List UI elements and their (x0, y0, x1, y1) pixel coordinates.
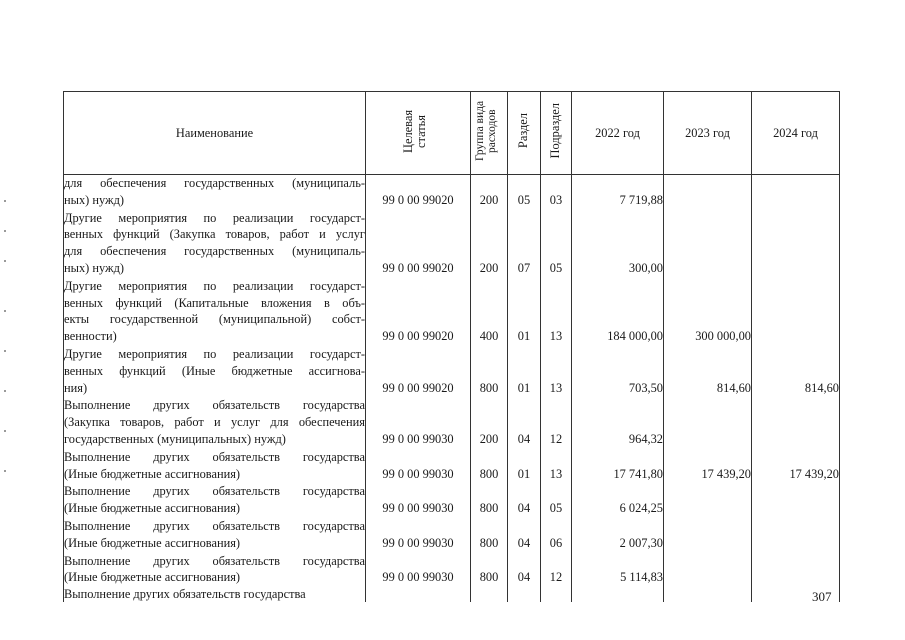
row-name-line: Выполнение других обязательств государства (64, 518, 365, 533)
row-name-line: Выполнение других обязательств государства (64, 449, 365, 464)
row-name-cell (64, 346, 366, 397)
cell-amount-2024 (752, 175, 840, 210)
row-name-line: ных) нужд) (64, 192, 125, 207)
cell-amount-2024 (752, 278, 840, 346)
cell-target-article: 99 0 00 99020 (366, 175, 471, 210)
cell-amount-2023 (664, 175, 752, 210)
row-name-line: Другие мероприятия по реализации государст- (64, 210, 365, 225)
cell-expense-group: 800 (471, 553, 508, 588)
row-name-cell (64, 587, 366, 602)
budget-table (63, 91, 840, 602)
row-name-cell (64, 483, 366, 518)
cell-expense-group: 200 (471, 210, 508, 278)
cell-amount-2023 (664, 210, 752, 278)
cell-section (508, 587, 541, 602)
row-name-line: венных функций (Закупка товаров, работ и услуг (64, 227, 365, 242)
row-name-line: ных) нужд) (64, 260, 125, 275)
cell-amount-2024 (752, 397, 840, 448)
cell-target-article: 99 0 00 99030 (366, 397, 471, 448)
cell-section: 04 (508, 397, 541, 448)
cell-subsection: 12 (541, 553, 572, 588)
table-row (64, 210, 840, 278)
header-subsection: Подраздел (541, 92, 572, 175)
cell-section: 05 (508, 175, 541, 210)
cell-subsection: 13 (541, 278, 572, 346)
header-year-2024: 2024 год (752, 92, 840, 175)
row-name-line: Выполнение других обязательств государства (64, 553, 365, 568)
row-name-cell (64, 210, 366, 278)
table-row (64, 518, 840, 553)
cell-amount-2023 (664, 587, 752, 602)
cell-amount-2023: 300 000,00 (664, 278, 752, 346)
cell-expense-group: 200 (471, 175, 508, 210)
cell-subsection: 03 (541, 175, 572, 210)
table-row (64, 346, 840, 397)
cell-target-article: 99 0 00 99020 (366, 346, 471, 397)
cell-amount-2022: 964,32 (572, 397, 664, 448)
cell-target-article: 99 0 00 99020 (366, 278, 471, 346)
table-row (64, 397, 840, 448)
cell-subsection: 05 (541, 210, 572, 278)
row-name-line: (Иные бюджетные ассигнования) (64, 535, 241, 550)
cell-amount-2023 (664, 397, 752, 448)
row-name-line: (Иные бюджетные ассигнования) (64, 570, 241, 585)
header-year-2022: 2022 год (572, 92, 664, 175)
cell-target-article: 99 0 00 99030 (366, 518, 471, 553)
cell-target-article: 99 0 00 99020 (366, 210, 471, 278)
table-header-row (64, 92, 840, 175)
row-name-line: ния) (64, 380, 88, 395)
row-name-line: венности) (64, 329, 117, 344)
cell-amount-2022: 703,50 (572, 346, 664, 397)
row-name-cell (64, 518, 366, 553)
cell-amount-2024: 17 439,20 (752, 449, 840, 484)
cell-amount-2022: 7 719,88 (572, 175, 664, 210)
row-name-cell (64, 175, 366, 210)
row-name-line: Выполнение других обязательств государства (64, 484, 365, 499)
table-row (64, 278, 840, 346)
row-name-line: для обеспечения государственных (муниципаль- (64, 176, 365, 190)
header-year-2023: 2023 год (664, 92, 752, 175)
table-row (64, 175, 840, 210)
cell-section: 01 (508, 449, 541, 484)
header-section: Раздел (508, 92, 541, 175)
cell-amount-2023: 814,60 (664, 346, 752, 397)
cell-amount-2024 (752, 210, 840, 278)
cell-target-article: 99 0 00 99030 (366, 483, 471, 518)
table-row (64, 587, 840, 602)
row-name-cell (64, 397, 366, 448)
table-row (64, 449, 840, 484)
cell-subsection (541, 587, 572, 602)
cell-expense-group: 800 (471, 483, 508, 518)
header-expense-group: Группа вида расходов (471, 92, 508, 175)
cell-expense-group: 800 (471, 449, 508, 484)
cell-subsection: 12 (541, 397, 572, 448)
cell-amount-2023 (664, 518, 752, 553)
scan-artifact-marks (4, 200, 10, 480)
row-name-cell (64, 449, 366, 484)
row-name-cell (64, 278, 366, 346)
cell-target-article: 99 0 00 99030 (366, 449, 471, 484)
cell-amount-2023: 17 439,20 (664, 449, 752, 484)
row-name-line: Другие мероприятия по реализации государст- (64, 346, 365, 361)
cell-amount-2022: 5 114,83 (572, 553, 664, 588)
cell-expense-group: 400 (471, 278, 508, 346)
table-row (64, 553, 840, 588)
cell-subsection: 05 (541, 483, 572, 518)
row-name-line: (Иные бюджетные ассигнования) (64, 501, 241, 516)
cell-amount-2022: 6 024,25 (572, 483, 664, 518)
row-name-line: (Иные бюджетные ассигнования) (64, 466, 241, 481)
header-name: Наименование (64, 92, 366, 175)
cell-amount-2022: 300,00 (572, 210, 664, 278)
cell-subsection: 13 (541, 449, 572, 484)
cell-section: 04 (508, 483, 541, 518)
cell-section: 01 (508, 346, 541, 397)
row-name-line: Другие мероприятия по реализации государст- (64, 278, 365, 293)
cell-target-article (366, 587, 471, 602)
cell-amount-2024: 814,60 (752, 346, 840, 397)
page-number: 307 (812, 589, 832, 604)
row-name-line: Выполнение других обязательств государства (64, 398, 365, 413)
cell-amount-2023 (664, 483, 752, 518)
row-name-line: венных функций (Капитальные вложения в объ- (64, 295, 365, 310)
table-row (64, 483, 840, 518)
cell-section: 01 (508, 278, 541, 346)
cell-amount-2024 (752, 483, 840, 518)
cell-expense-group: 200 (471, 397, 508, 448)
row-name-cell (64, 553, 366, 588)
cell-amount-2022: 17 741,80 (572, 449, 664, 484)
cell-expense-group (471, 587, 508, 602)
row-name-line: екты государственной (муниципальной) собст- (64, 312, 365, 327)
header-target-article: Целевая статья (366, 92, 471, 175)
cell-amount-2022 (572, 587, 664, 602)
cell-target-article: 99 0 00 99030 (366, 553, 471, 588)
row-name-line: (Закупка товаров, работ и услуг для обеспечения (64, 415, 365, 430)
cell-subsection: 06 (541, 518, 572, 553)
row-name-line: Выполнение других обязательств государства (64, 587, 306, 602)
row-name-line: государственных (муниципальных) нужд) (64, 431, 286, 446)
cell-expense-group: 800 (471, 518, 508, 553)
cell-section: 04 (508, 553, 541, 588)
row-name-line: для обеспечения государственных (муниципаль- (64, 244, 365, 259)
row-name-line: венных функций (Иные бюджетные ассигнова- (64, 363, 365, 378)
cell-amount-2023 (664, 553, 752, 588)
cell-expense-group: 800 (471, 346, 508, 397)
cell-amount-2022: 184 000,00 (572, 278, 664, 346)
cell-subsection: 13 (541, 346, 572, 397)
cell-section: 04 (508, 518, 541, 553)
cell-section: 07 (508, 210, 541, 278)
cell-amount-2022: 2 007,30 (572, 518, 664, 553)
cell-amount-2024 (752, 553, 840, 588)
cell-amount-2024 (752, 518, 840, 553)
